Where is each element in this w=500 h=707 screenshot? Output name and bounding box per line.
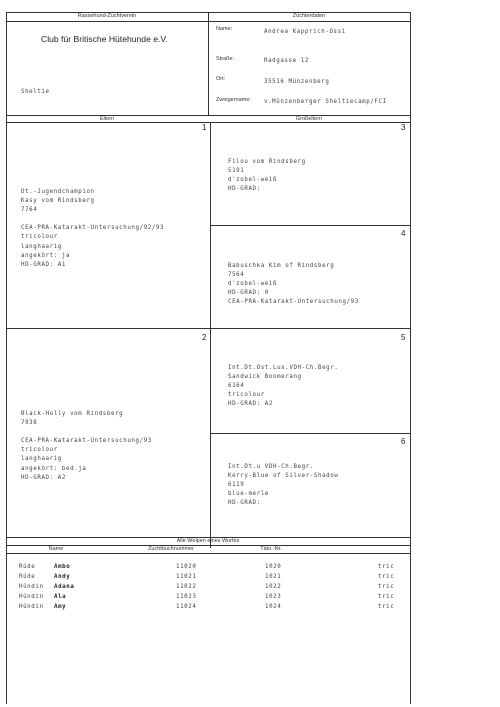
puppy-row (19, 584, 409, 593)
puppy-sex: Hündin (19, 584, 44, 590)
puppy-color: tric (378, 594, 395, 600)
gp-3-line: 5191 (228, 168, 245, 175)
gp-5-line: HD-GRAD: A2 (228, 401, 273, 408)
gp-4-line: d'zobel-weiß (228, 281, 278, 288)
breeder-name-value: Andrea Kapprich-Ossi (264, 29, 346, 35)
parent-1-line: CEA-PRA-Katarakt-Untersuchung/92/93 (21, 225, 165, 232)
gp-divider-1 (210, 225, 410, 226)
parents-split (210, 122, 211, 548)
puppy-color: tric (378, 574, 395, 580)
parent-1-info (21, 188, 164, 270)
box-number-3: 3 (401, 123, 406, 132)
puppy-row (19, 594, 409, 603)
header-split (208, 12, 209, 115)
puppy-name: Andy (54, 574, 71, 580)
parent-2-line: HD-GRAD: A2 (21, 474, 66, 481)
breeder-kennel-label: Zwingername: (216, 97, 251, 103)
gp-6-line: Kerry-Blue of Silver-Shadow (228, 473, 339, 480)
gp-5-line: 6164 (228, 383, 245, 390)
gp-4-line: 7564 (228, 272, 245, 279)
parent-2-info (21, 410, 152, 483)
parent-2-line: Black-Holly vom Rindsberg (21, 411, 124, 417)
breeder-kennel-value: v.Münzenberger Sheltiecamp/FCI (264, 99, 387, 105)
parent-1-line: tricolour (21, 234, 58, 241)
breed: Sheltie (21, 89, 50, 95)
parent-1-line: HD-GRAD: A1 (21, 261, 66, 268)
puppy-studbook: 11023 (176, 594, 197, 600)
grandparents-title: Großeltern (295, 116, 323, 122)
puppy-tato: 1023 (265, 594, 282, 600)
header-right-title: Züchterdaten (292, 13, 326, 19)
puppy-tato: 1020 (265, 564, 282, 570)
puppies-divider-header (6, 553, 410, 554)
puppy-color: tric (378, 584, 395, 590)
gp-3-line: Filou vom Rindsberg (228, 159, 306, 165)
puppy-color: tric (378, 604, 395, 610)
gp-5-line: Sandwick Boomerang (228, 374, 302, 381)
parent-1-line (21, 215, 164, 224)
grandparent-4-info (228, 262, 359, 307)
breeder-city-value: 35516 Münzenberg (264, 79, 330, 85)
gp-5-line: Int.Dt.Ost.Lux.VDH-Ch.Begr. (228, 365, 339, 371)
puppy-studbook: 11021 (176, 574, 197, 580)
puppy-studbook: 11020 (176, 564, 197, 570)
puppy-studbook: 11024 (176, 604, 197, 610)
breeder-street-label: Straße: (216, 56, 235, 62)
box-number-2: 2 (202, 333, 207, 342)
parent-2-line: CEA-PRA-Katarakt-Untersuchung/93 (21, 438, 152, 445)
parent-2-line: langhaarig (21, 456, 62, 463)
gp-4-line: HD-GRAD: 0 (228, 290, 269, 297)
club-name: Club für Britische Hütehunde e.V. (41, 34, 168, 44)
puppy-color: tric (378, 564, 395, 570)
puppy-tato: 1022 (265, 584, 282, 590)
gp-4-line: Babuschka Kim of Rindsberg (228, 263, 335, 269)
gp-6-line: 6119 (228, 482, 245, 489)
parent-1-line: Kasy vom Rindsberg (21, 198, 95, 205)
gp-6-line: HD-GRAD: (228, 500, 261, 507)
grandparent-3-info (228, 158, 306, 194)
pedigree-form (6, 12, 410, 704)
puppies-title: Alle Welpen eines Wurfes (176, 538, 240, 544)
parent-1-line: Dt.-Jugendchampion (21, 189, 95, 195)
parent-2-line (21, 428, 152, 437)
puppy-studbook: 11022 (176, 584, 197, 590)
col-name-header: Name (48, 546, 64, 552)
box-number-5: 5 (401, 333, 406, 342)
puppy-sex: Hündin (19, 594, 44, 600)
grandparent-5-info (228, 364, 338, 409)
puppy-name: Ala (54, 594, 67, 600)
parents-title: Eltern (99, 116, 115, 122)
puppy-tato: 1021 (265, 574, 282, 580)
puppy-name: Adana (54, 584, 75, 590)
section-divider-sub (6, 122, 410, 123)
parent-1-line: 7764 (21, 207, 38, 214)
puppy-row (19, 564, 409, 573)
puppy-tato: 1024 (265, 604, 282, 610)
puppy-sex: Hündin (19, 604, 44, 610)
breeder-city-label: Ort: (216, 76, 226, 82)
parent-1-line: angekört: ja (21, 252, 71, 259)
gp-divider-2 (210, 433, 410, 434)
parent-2-line: tricolour (21, 447, 58, 454)
puppy-row (19, 604, 409, 613)
gp-3-line: HD-GRAD: (228, 186, 261, 193)
puppy-name: Amy (54, 604, 67, 610)
col-tato-header: Täto.-Nr. (260, 546, 282, 552)
gp-6-line: Int.Dt.u VDH-Ch.Begr. (228, 464, 314, 470)
parent-divider (6, 328, 410, 329)
gp-4-line: CEA-PRA-Katarakt-Untersuchung/93 (228, 299, 359, 306)
parent-2-line: 7938 (21, 420, 38, 427)
header-left-title: Rassehund-Zuchtverein (77, 13, 137, 19)
breeder-street-value: Radgasse 12 (264, 58, 309, 64)
col-studbook-header: Zuchtbuchnummer (148, 546, 194, 552)
box-number-1: 1 (202, 123, 207, 132)
box-number-6: 6 (401, 437, 406, 446)
breeder-name-label: Name: (216, 26, 233, 32)
grandparent-6-info (228, 463, 338, 508)
gp-3-line: d'zobel-weiß (228, 177, 278, 184)
puppy-sex: Rüde (19, 564, 36, 570)
parent-2-line: angekört: bed.ja (21, 465, 87, 472)
puppy-name: Ambo (54, 564, 71, 570)
box-number-4: 4 (401, 229, 406, 238)
puppy-sex: Rüde (19, 574, 36, 580)
frame-right (410, 12, 411, 704)
gp-5-line: tricolour (228, 392, 265, 399)
puppy-row (19, 574, 409, 583)
parent-1-line: langhaarig (21, 243, 62, 250)
gp-6-line: blue-merle (228, 491, 269, 498)
